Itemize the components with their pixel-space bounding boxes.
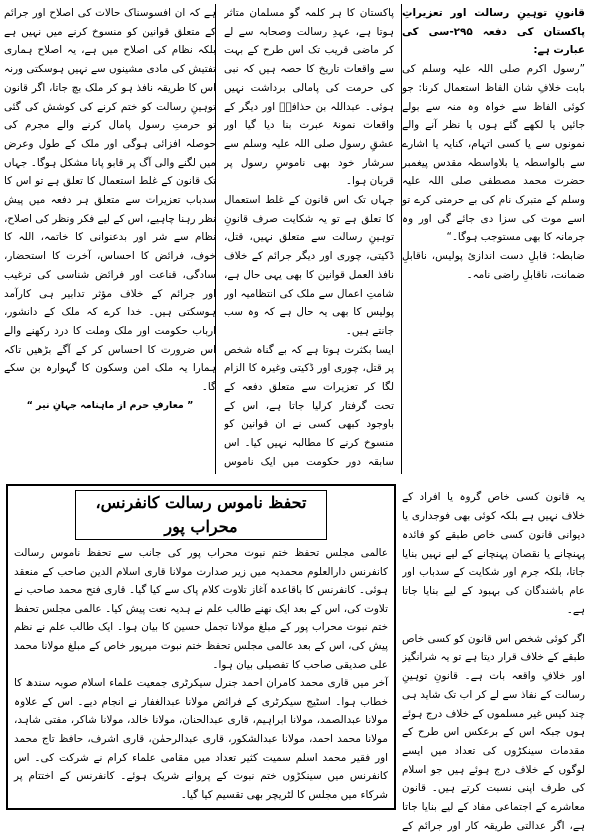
article-paragraph: یہ قانون کسی خاص گروہ یا افراد کے خلاف نہیں ہے بلکہ کوئی بھی فوجداری یا دیوانی قانون کسی خاص طبقے کو فائدہ پہنچانے یا نقصان پہنچانے کے لیے نہیں بنایا جاتا، بلکہ جرم اور شکایت کے سدباب اور عام باشندگان کی بہبود کے لیے بنایا جاتا ہے۔ — [402, 491, 585, 616]
article-byline: ” معارفِ حرم از ماہنامہ جہانِ نیر “ — [26, 399, 194, 411]
article-paragraph: ہے کہ ان افسوسناک حالات کی اصلاح اور جرائم کے متعلق قوانین کو منسوخ کرنے میں نہیں ہے بلکہ نظام کی اصلاح میں ہے، یہ اصلاح ہماری تفتیش کی مادی مشینوں سے نہیں ہوسکتی ورنہ اس کا طریقہ نافذ ہو کر ملک بچ جاتا، اگر قانون توہینِ رسالت کو ختم کرنے کی کوشش کی گئی تو حرمتِ رسول پامال کرنے والے مجرم کی حوصلہ افزائی ہوگی اور ملک کے طول وعرض میں لگنے والی آگ پر قابو پانا مشکل ہوگا۔ جہاں تک قانون کے غلط استعمال کا تعلق ہے تو اس کا سدباب تعزیرات سے متعلق ہر دفعہ میں پیش نظر رہنا چاہیے، اس کے لیے فکر ونظر کی اصلاح، نظام سے شر اور بدعنوانی کا خاتمہ، اللہ کا خوف، فرائض کا احساس، آخرت کا استحضار، سادگی، قناعت اور فرائض شناسی کی ترغیب اور جرائم کے خلاف مؤثر تدابیر ہی کارآمد ہوسکتی ہیں۔ خدا کرے کہ ملک کے دانشور، ارباب حکومت اور ملک وملت کا درد رکھنے والے اس ضرورت کا احساس کر کے آگے بڑھیں تاکہ ہمارا یہ ملک امن وسکون کا گہوارہ بن سکے گا۔ — [4, 7, 216, 394]
article-quote: ”رسول اکرم صلی اللہ علیہ وسلم کی بابت خلافِ شان الفاظ استعمال کرنا: جو کوئی الفاظ سے خواہ وہ منہ سے بولے جائیں یا لکھے گئے ہوں یا نظر آنے والے نمونوں سے یا کسی اتہام، کنایہ یا اشارے سے بالواسطہ یا بلاواسطہ مقدس پیغمبر حضرت محمد مصطفی صلی اللہ علیہ وسلم کے متبرک نام کی بے حرمتی کرے تو اسے موت کی سزا دی جائے گی اور وہ جرمانہ کا بھی مستوجب ہوگا۔“ — [402, 63, 585, 244]
box-paragraph: آخر میں قاری محمد کامران احمد جنرل سیکرٹری جمعیت علماء اسلام صوبہ سندھ کا خطاب ہوا۔ اسٹیج سیکرٹری کے فرائض مولانا عبدالغفار نے انجام دیے۔ اس کے علاوہ مولانا عبدالصمد، مولانا ابراہیم، قاری عبدالحنان، مولانا خالد، مولانا شاکر، مفتی شاہد، مولانا محمد احمد، مولانا عبدالشکور، قاری عبدالرحمٰن، قاری اشرف، حافظ تاج محمد اور فقیر محمد اسلم سمیت کثیر تعداد میں مقامی علماء کرام نے شرکت کی۔ اس کانفرنس میں سینکڑوں ختم نبوت کے پروانے شریک ہوئے۔ کانفرنس کے اختتام پر شرکاء میں مجلس کا لٹریچر بھی تقسیم کیا گیا۔ — [14, 677, 388, 801]
box-body — [14, 544, 388, 804]
box-headline: تحفظ ناموس رسالت کانفرنس، محراب پور — [75, 490, 327, 540]
article-paragraph: جہاں تک اس قانون کے غلط استعمال کا تعلق ہے تو یہ شکایت صرف قانونِ توہینِ رسالت سے متعلق نہیں، قتل، ڈکیتی، چوری اور دیگر جرائم کے خلاف نافذ العمل قوانین کا بھی یہی حال ہے، شامتِ اعمال سے ملک کی انتظامیہ اور پولیس کا بھی یہ حال ہے کہ وہ سب جانتے ہیں۔ — [224, 194, 394, 337]
article-paragraph: اگر کوئی شخص اس قانون کو کسی خاص طبقے کے خلاف قرار دیتا ہے تو یہ شرانگیز اور خلافِ واقعہ بات ہے۔ قانونِ توہینِ رسالت کے نفاذ سے لے کر اب تک شاید ہی چند کیس غیر مسلموں کے خلاف درج ہوئے ہوں جبکہ اس کے برعکس اس طرح کے مقدمات سینکڑوں کی تعداد میں ایسے لوگوں کے خلاف درج ہوئے ہیں جو اسلام کی طرف اپنی نسبت کرتے ہیں۔ قانون معاشرے کے اجتماعی مفاد کے لیے بنایا جاتا ہے، اگر عدالتی طریقہ کار اور جرائم کے — [402, 632, 585, 832]
box-paragraph: عالمی مجلس تحفظ ختم نبوت محراب پور کی جانب سے تحفظ ناموس رسالت کانفرنس دارالعلوم محمدیہ میں زیر صدارت مولانا قاری اسلام الدین صاحب کے منعقد ہوئی۔ کانفرنس کا باقاعدہ آغاز تلاوت کلام پاک سے کیا گیا۔ قاری فتح محمد صاحب نے تلاوت کی، اس کے بعد ایک نھنے طالب علم نے ہدیہ نعت پیش کیا۔ عالمی مجلس تحفظ ختم نبوت محراب پور کے مبلغ مولانا تجمل حسین کا بیان ہوا۔ ایک طالب علم نے نظم پیش کی، اس کے بعد عالمی مجلس تحفظ ختم نبوت میرپور خاص کے مبلغ مولانا محمد علی صدیقی صاحب کا تفصیلی بیان ہوا۔ — [14, 547, 388, 671]
article-column-left — [4, 4, 216, 474]
article-paragraph: پاکستان کا ہر کلمہ گو مسلمان متاثر ہوتا ہے، عہدِ رسالت وصحابہ سے لے کر ماضی قریب تک اس طرح کے بہت سے واقعات تاریخ کا حصہ ہیں کہ نبی کی حرمت کی پامالی برداشت نہیں ہوئی۔ عبداللہ بن حذافہؓ اور دیگر کے واقعات نمونۂ عبرت بنا دیا گیا اور عشقِ رسول صلی اللہ علیہ وسلم سے سرشار خود بھی ناموسِ رسول پر قربان ہوا۔ — [224, 7, 394, 188]
article-paragraph: ضابطہ: قابلِ دست اندازیٔ پولیس، ناقابلِ ضمانت، ناقابلِ راضی نامہ۔ — [402, 250, 585, 281]
column-divider — [401, 4, 402, 474]
conference-news-box — [6, 484, 396, 810]
article-column-right — [402, 4, 585, 474]
article-paragraph: ایسا بکثرت ہوتا ہے کہ بے گناہ شخص پر قتل، چوری اور ڈکیتی وغیرہ کا الزام لگا کر تعزیرات سے متعلق دفعہ کے تحت گرفتار کرلیا جاتا ہے، اس کے باوجود کبھی کسی نے ان قوانین کو منسوخ کرنے کا مطالبہ نہیں کیا۔ اس سابقہ دور حکومت میں ایک ناموس — [224, 343, 394, 468]
article-column-middle — [224, 4, 394, 474]
article-paragraph: قانونِ توہینِ رسالت اور تعزیراتِ پاکستان کی دفعہ ۲۹۵-سی کی عبارت ہے: — [402, 7, 585, 57]
article-column-right-lower — [402, 478, 585, 833]
